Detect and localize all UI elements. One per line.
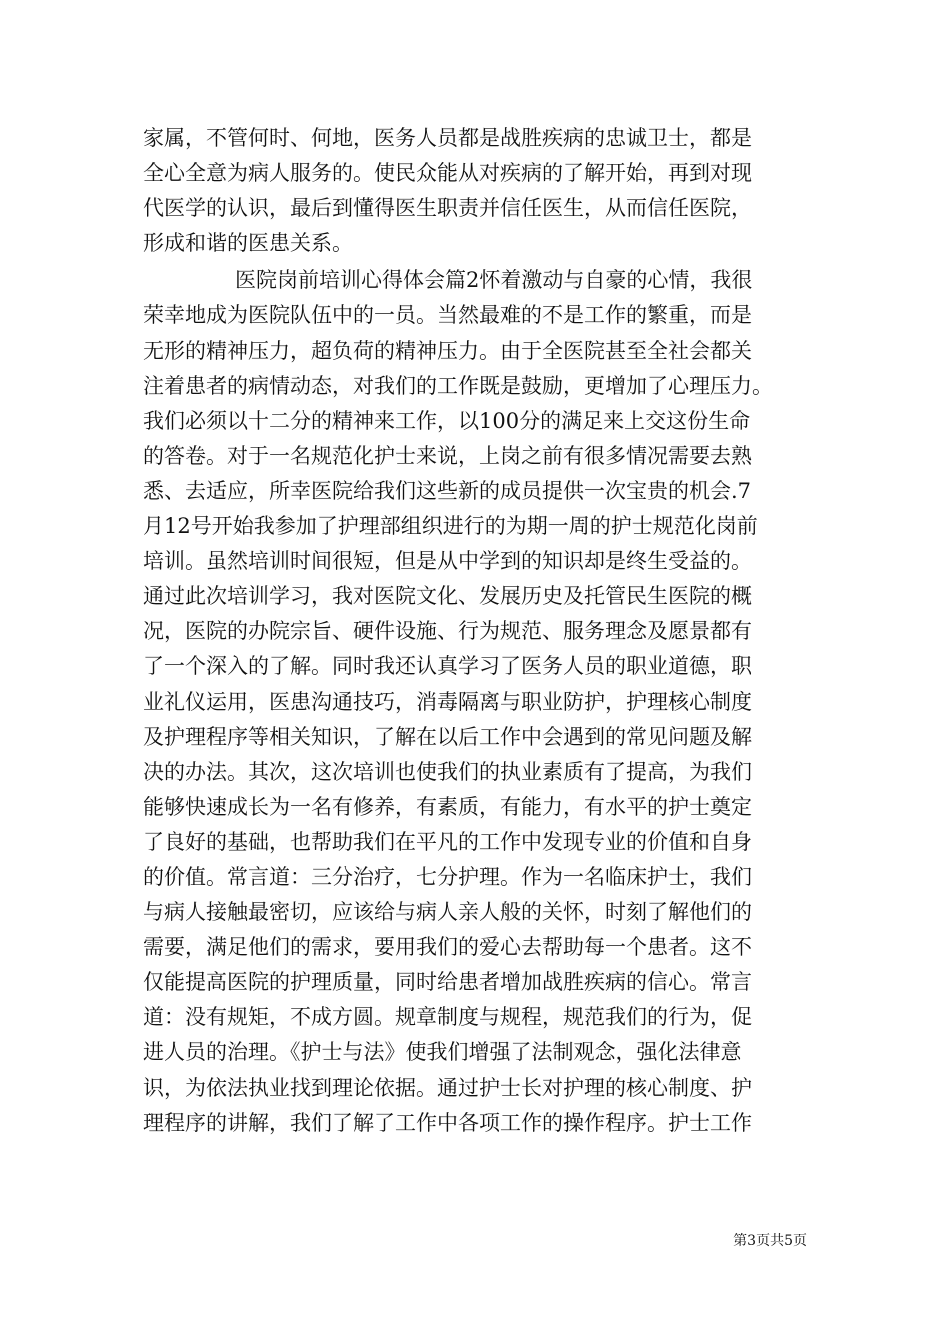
text-line: 无形的精神压力，超负荷的精神压力。由于全医院甚至全社会都关 xyxy=(143,338,752,363)
text-line: 仅能提高医院的护理质量，同时给患者增加战胜疾病的信心。常言 xyxy=(143,970,752,995)
page-number: 第3页共5页 xyxy=(733,1233,807,1249)
text-line: 需要，满足他们的需求，要用我们的爱心去帮助每一个患者。这不 xyxy=(143,935,752,960)
body-text xyxy=(143,121,823,1141)
text-line: 的价值。常言道：三分治疗，七分护理。作为一名临床护士，我们 xyxy=(143,864,752,889)
text-line: 能够快速成长为一名有修养，有素质，有能力，有水平的护士奠定 xyxy=(143,794,752,819)
text-line: 代医学的认识，最后到懂得医生职责并信任医生，从而信任医院， xyxy=(143,196,752,221)
text-line: 理程序的讲解，我们了解了工作中各项工作的操作程序。护士工作 xyxy=(143,1110,752,1135)
text-line: 形成和谐的医患关系。 xyxy=(143,231,353,256)
text-line: 荣幸地成为医院队伍中的一员。当然最难的不是工作的繁重，而是 xyxy=(143,303,752,328)
paragraph-2 xyxy=(143,263,823,1140)
text-line: 与病人接触最密切，应该给与病人亲人般的关怀，时刻了解他们的 xyxy=(143,900,752,925)
text-line: 况，医院的办院宗旨、硬件设施、行为规范、服务理念及愿景都有 xyxy=(143,619,752,644)
text-line: 的答卷。对于一名规范化护士来说，上岗之前有很多情况需要去熟 xyxy=(143,443,752,468)
text-line: 注着患者的病情动态，对我们的工作既是鼓励，更增加了心理压力。 xyxy=(143,373,773,398)
text-line: 决的办法。其次，这次培训也使我们的执业素质有了提高，为我们 xyxy=(143,759,752,784)
text-line: 医院岗前培训心得体会篇2怀着激动与自豪的心情，我很 xyxy=(235,268,753,293)
text-line: 我们必须以十二分的精神来工作，以100分的满足来上交这份生命 xyxy=(143,408,751,433)
paragraph-1 xyxy=(143,121,823,261)
text-line: 及护理程序等相关知识，了解在以后工作中会遇到的常见问题及解 xyxy=(143,724,752,749)
text-line: 月12号开始我参加了护理部组织进行的为期一周的护士规范化岗前 xyxy=(143,514,758,539)
text-line: 家属，不管何时、何地，医务人员都是战胜疾病的忠诚卫士，都是 xyxy=(143,126,752,150)
text-line: 培训。虽然培训时间很短，但是从中学到的知识却是终生受益的。 xyxy=(143,549,752,574)
text-line: 通过此次培训学习，我对医院文化、发展历史及托管民生医院的概 xyxy=(143,584,752,609)
text-line: 了良好的基础，也帮助我们在平凡的工作中发现专业的价值和自身 xyxy=(143,829,752,854)
text-line: 悉、去适应，所幸医院给我们这些新的成员提供一次宝贵的机会.7 xyxy=(143,478,752,503)
text-line: 识，为依法执业找到理论依据。通过护士长对护理的核心制度、护 xyxy=(143,1075,752,1100)
text-line: 了一个深入的了解。同时我还认真学习了医务人员的职业道德，职 xyxy=(143,654,752,679)
text-line: 全心全意为病人服务的。使民众能从对疾病的了解开始，再到对现 xyxy=(143,161,752,186)
text-line: 进人员的治理。《护士与法》使我们增强了法制观念，强化法律意 xyxy=(143,1040,742,1065)
text-line: 业礼仪运用，医患沟通技巧，消毒隔离与职业防护，护理核心制度 xyxy=(143,689,752,714)
text-line: 道：没有规矩，不成方圆。规章制度与规程，规范我们的行为，促 xyxy=(143,1005,752,1030)
